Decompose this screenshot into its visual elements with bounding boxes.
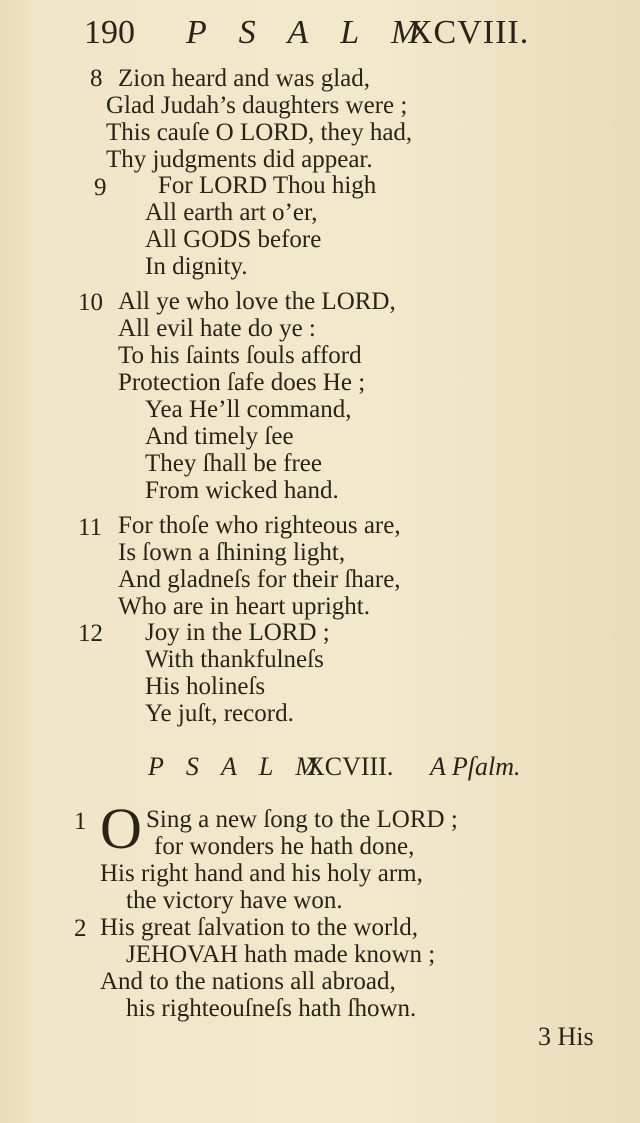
verse-line: All GODS before xyxy=(145,226,322,253)
page-number: 190 xyxy=(84,14,135,51)
verse-line: With thankfulneſs xyxy=(145,646,324,673)
psalm-numeral: XCVIII. xyxy=(306,752,394,781)
verse-line: All evil hate do ye : xyxy=(118,315,316,342)
verse-line: His holineſs xyxy=(145,673,266,700)
running-numeral: XCVIII. xyxy=(408,14,530,51)
verse-line: the victory have won. xyxy=(126,887,343,914)
verse-line: And to the nations all abroad, xyxy=(100,968,396,995)
psalm-title: P S A L M xyxy=(148,752,326,781)
verse-line: Ye juſt, record. xyxy=(145,700,294,727)
verse-line: for wonders he hath done, xyxy=(154,833,415,860)
verse-line: Protection ſafe does He ; xyxy=(118,369,366,396)
verse-line: This cauſe O LORD, they had, xyxy=(106,119,413,146)
drop-cap: O xyxy=(100,796,142,861)
verse-line: Who are in heart upright. xyxy=(118,593,370,620)
verse-line: To his ſaints ſouls afford xyxy=(118,342,362,369)
verse-line: His right hand and his holy arm, xyxy=(100,860,423,887)
verse-line: Glad Judah’s daughters were ; xyxy=(106,92,408,119)
psalm-subtitle: A Pſalm. xyxy=(430,752,521,781)
verse-line: For thoſe who righteous are, xyxy=(118,512,401,539)
verse-number-12: 12 xyxy=(78,620,103,647)
verse-line: Is ſown a ſhining light, xyxy=(118,539,346,566)
verse-line: His great ſalvation to the world, xyxy=(100,914,418,941)
verse-line: They ſhall be free xyxy=(145,450,322,477)
verse-number-2: 2 xyxy=(74,915,87,942)
verse-line: Sing a new ſong to the LORD ; xyxy=(146,806,458,833)
verse-line: In dignity. xyxy=(145,253,248,280)
verse-number-9: 9 xyxy=(94,174,107,201)
verse-line: And gladneſs for their ſhare, xyxy=(118,566,401,593)
verse-line: Yea He’ll command, xyxy=(145,396,352,423)
verse-line: For LORD Thou high xyxy=(158,172,377,199)
verse-line: From wicked hand. xyxy=(145,477,339,504)
verse-number-1: 1 xyxy=(74,808,87,835)
verse-line: And timely ſee xyxy=(145,423,294,450)
verse-line: Thy judgments did appear. xyxy=(106,146,373,173)
running-title: P S A L M xyxy=(186,14,432,51)
catchword: 3 His xyxy=(538,1022,594,1051)
verse-number-11: 11 xyxy=(78,514,103,541)
verse-line: JEHOVAH hath made known ; xyxy=(126,941,436,968)
verse-line: Joy in the LORD ; xyxy=(145,619,330,646)
verse-number-8: 8 xyxy=(90,65,103,92)
verse-number-10: 10 xyxy=(78,289,103,316)
verse-line: All earth art o’er, xyxy=(145,199,318,226)
verse-line: All ye who love the LORD, xyxy=(118,288,396,315)
verse-line: his righteouſneſs hath ſhown. xyxy=(126,995,417,1022)
verse-line: Zion heard and was glad, xyxy=(118,65,371,92)
